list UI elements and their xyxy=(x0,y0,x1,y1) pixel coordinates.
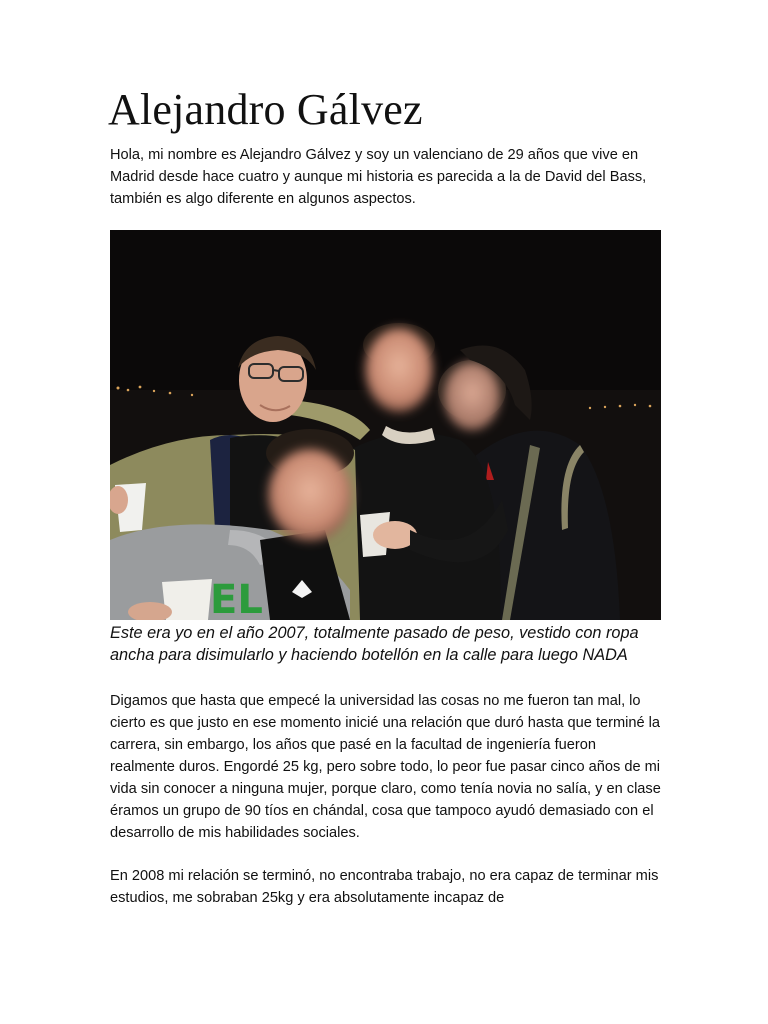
page-title: Alejandro Gálvez xyxy=(108,85,423,134)
shirt-lettering: EL xyxy=(210,577,263,620)
group-photo xyxy=(110,230,661,620)
intro-paragraph: Hola, mi nombre es Alejandro Gálvez y soy un valenciano de 29 años que vive en Madrid desde hace cuatro y aunque mi historia es parecida a la de David del Bass, también es algo diferente en algunos aspectos. xyxy=(110,147,647,207)
body-paragraph: En 2008 mi relación se terminó, no encontraba trabajo, no era capaz de terminar mis estudios, me sobraban 25kg y era absolutamente incapaz de xyxy=(110,868,659,906)
photo-caption: Este era yo en el año 2007, totalmente pasado de peso, vestido con ropa ancha para disimularlo y haciendo botellón en la calle para luego NADA xyxy=(110,624,639,664)
article xyxy=(110,84,662,909)
body-paragraph: Digamos que hasta que empecé la universidad las cosas no me fueron tan mal, lo cierto es que justo en ese momento inicié una relación que duró hasta que terminé la carrera, sin embargo, los años que pasé en la facultad de ingeniería fueron realmente duros. Engordé 25 kg, pero sobre todo, lo peor fue pasar cinco años de mi vida sin conocer a ninguna mujer, porque claro, como tenía novia no salía, y en clase éramos un grupo de 90 tíos en chándal, cosa que tampoco ayudó demasiado con el desarrollo de mis habilidades sociales. xyxy=(110,693,661,841)
